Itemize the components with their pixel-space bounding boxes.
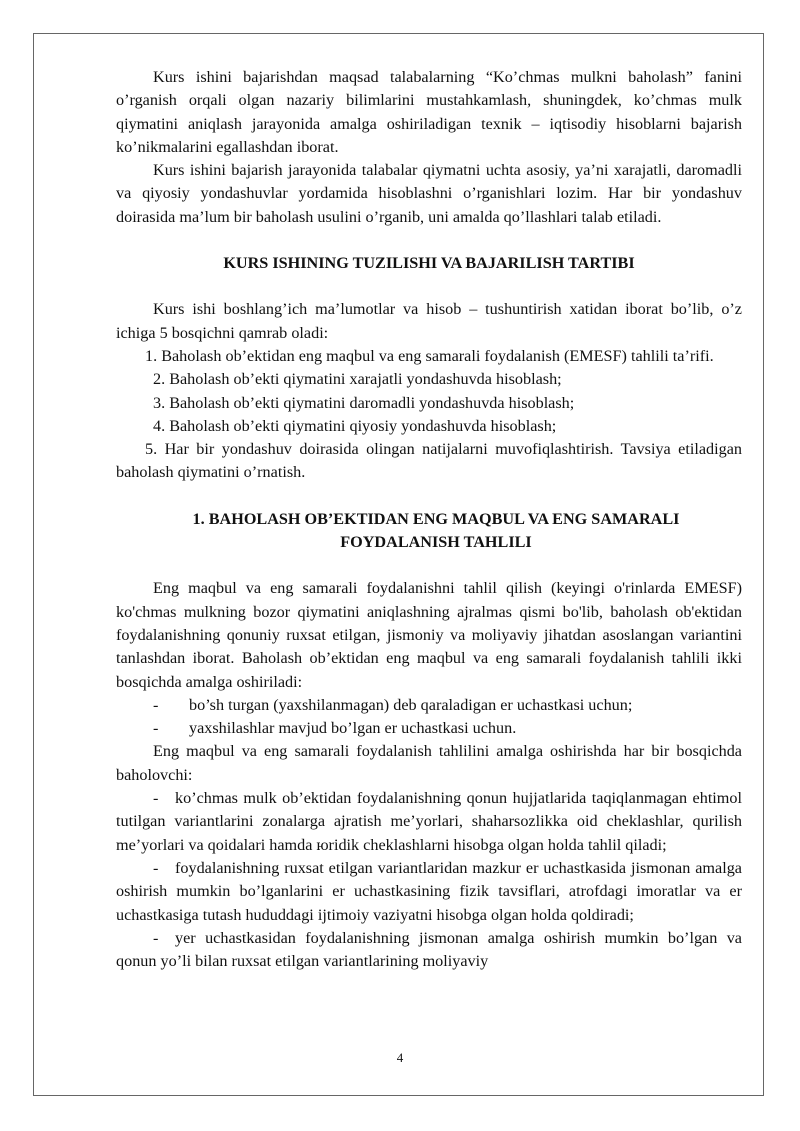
stage-item-3: [116, 927, 742, 974]
structure-item-5: 5. Har bir yondashuv doirasida olingan natijalarni muvofiqlashtirish. Tavsiya etiladigan baholash qiymatini o’rnatish.: [116, 440, 742, 482]
structure-item-3: 3. Baholash ob’ekti qiymatini daromadli yondashuvda hisoblash;: [153, 393, 575, 412]
structure-item-2: 2. Baholash ob’ekti qiymatini xarajatli yondashuvda hisoblash;: [153, 370, 562, 389]
dash-marker: -: [153, 928, 159, 947]
page-content: [116, 66, 742, 973]
stage-item-text: foydalanishning ruxsat etilgan variantlaridan mazkur er uchastkasida jismonan amalga oshirish mumkin bo’lganlarini er uchastkasining fizik tavsiflari, atrofdagi imoratlar va er uchastkasiga tutash hududdagi ijtimoiy vaziyatni hisobga olgan holda qoldiradi;: [116, 858, 742, 924]
emesf-paragraph: Eng maqbul va eng samarali foydalanishni tahlil qilish (keyingi o'rinlarda EMESF) ko'chmas mulkning bozor qiymatini aniqlashning ajralmas qismi bo'lib, baholash ob'ektidan foydalanishning qonuniy ruxsat etilgan, jismoniy va moliyaviy jihatdan asoslangan variantini tanlashdan iborat. Baholash ob’ektidan eng maqbul va eng samarali foydalanish tahlili ikki bosqichda amalga oshiriladi:: [116, 579, 742, 691]
stage-item-text: yer uchastkasidan foydalanishning jismonan amalga oshirish mumkin bo’lgan va qonun yo’li bilan ruxsat etilgan variantlarining moliyaviy: [116, 928, 742, 971]
intro-paragraph-1: Kurs ishini bajarishdan maqsad talabalarning “Ko’chmas mulkni baholash” fanini o’rganish orqali olgan nazariy bilimlarini mustahkamlash, shuningdek, ko’chmas mulk qiymatini aniqlash jarayonida amalga oshiriladigan texnik – iqtisodiy hisoblarni bajarish ko’nikmalarini egallashdan iborat.: [116, 68, 742, 156]
stage-intro-paragraph: Eng maqbul va eng samarali foydalanish tahlilini amalga oshirishda har bir bosqichda baholovchi:: [116, 742, 742, 784]
dash-marker: -: [153, 719, 159, 738]
stage-item-1: [116, 787, 742, 857]
section-heading-structure: KURS ISHINING TUZILISHI VA BAJARILISH TARTIBI: [223, 254, 635, 273]
structure-item-1: 1. Baholash ob’ektidan eng maqbul va eng samarali foydalanish (EMESF) tahlili ta’rifi.: [145, 346, 714, 365]
land-item-text: yaxshilashlar mavjud bo’lgan er uchastkasi uchun.: [189, 719, 517, 738]
stage-item-2: [116, 857, 742, 927]
structure-item-4: 4. Baholash ob’ekti qiymatini qiyosiy yondashuvda hisoblash;: [153, 416, 557, 435]
structure-intro-paragraph: Kurs ishi boshlang’ich ma’lumotlar va hisob – tushuntirish xatidan iborat bo’lib, o’z ichiga 5 bosqichni qamrab oladi:: [116, 300, 742, 342]
land-item-2: [116, 717, 742, 740]
land-item-text: bo’sh turgan (yaxshilanmagan) deb qaraladigan er uchastkasi uchun;: [189, 695, 633, 714]
land-item-1: [116, 694, 742, 717]
dash-marker: -: [153, 858, 159, 877]
stage-item-text: ko’chmas mulk ob’ektidan foydalanishning qonun hujjatlarida taqiqlanmagan ehtimol tutilgan variantlarini zonalarga ajratish me’yorlari, shaharsozlikka oid cheklashlar, qurilish me’yorlari va qoidalari hamda юridik cheklashlarni hisobga olgan holda tahlil qiladi;: [116, 789, 742, 854]
dash-marker: -: [153, 695, 159, 714]
intro-paragraph-2: Kurs ishini bajarish jarayonida talabalar qiymatni uchta asosiy, ya’ni xarajatli, daromadli va qiyosiy yondashuvlar yordamida hisoblashni o’rganishlari lozim. Har bir yondashuv doirasida ma’lum bir baholash usulini o’rganib, uni amalda qo’llashlari talab etiladi.: [116, 161, 742, 226]
dash-marker: -: [153, 789, 159, 808]
page-number: 4: [396, 1050, 404, 1065]
section-heading-emesf: 1. BAHOLASH OB’EKTIDAN ENG MAQBUL VA ENG SAMARALI FOYDALANISH TAHLILI: [192, 509, 680, 552]
